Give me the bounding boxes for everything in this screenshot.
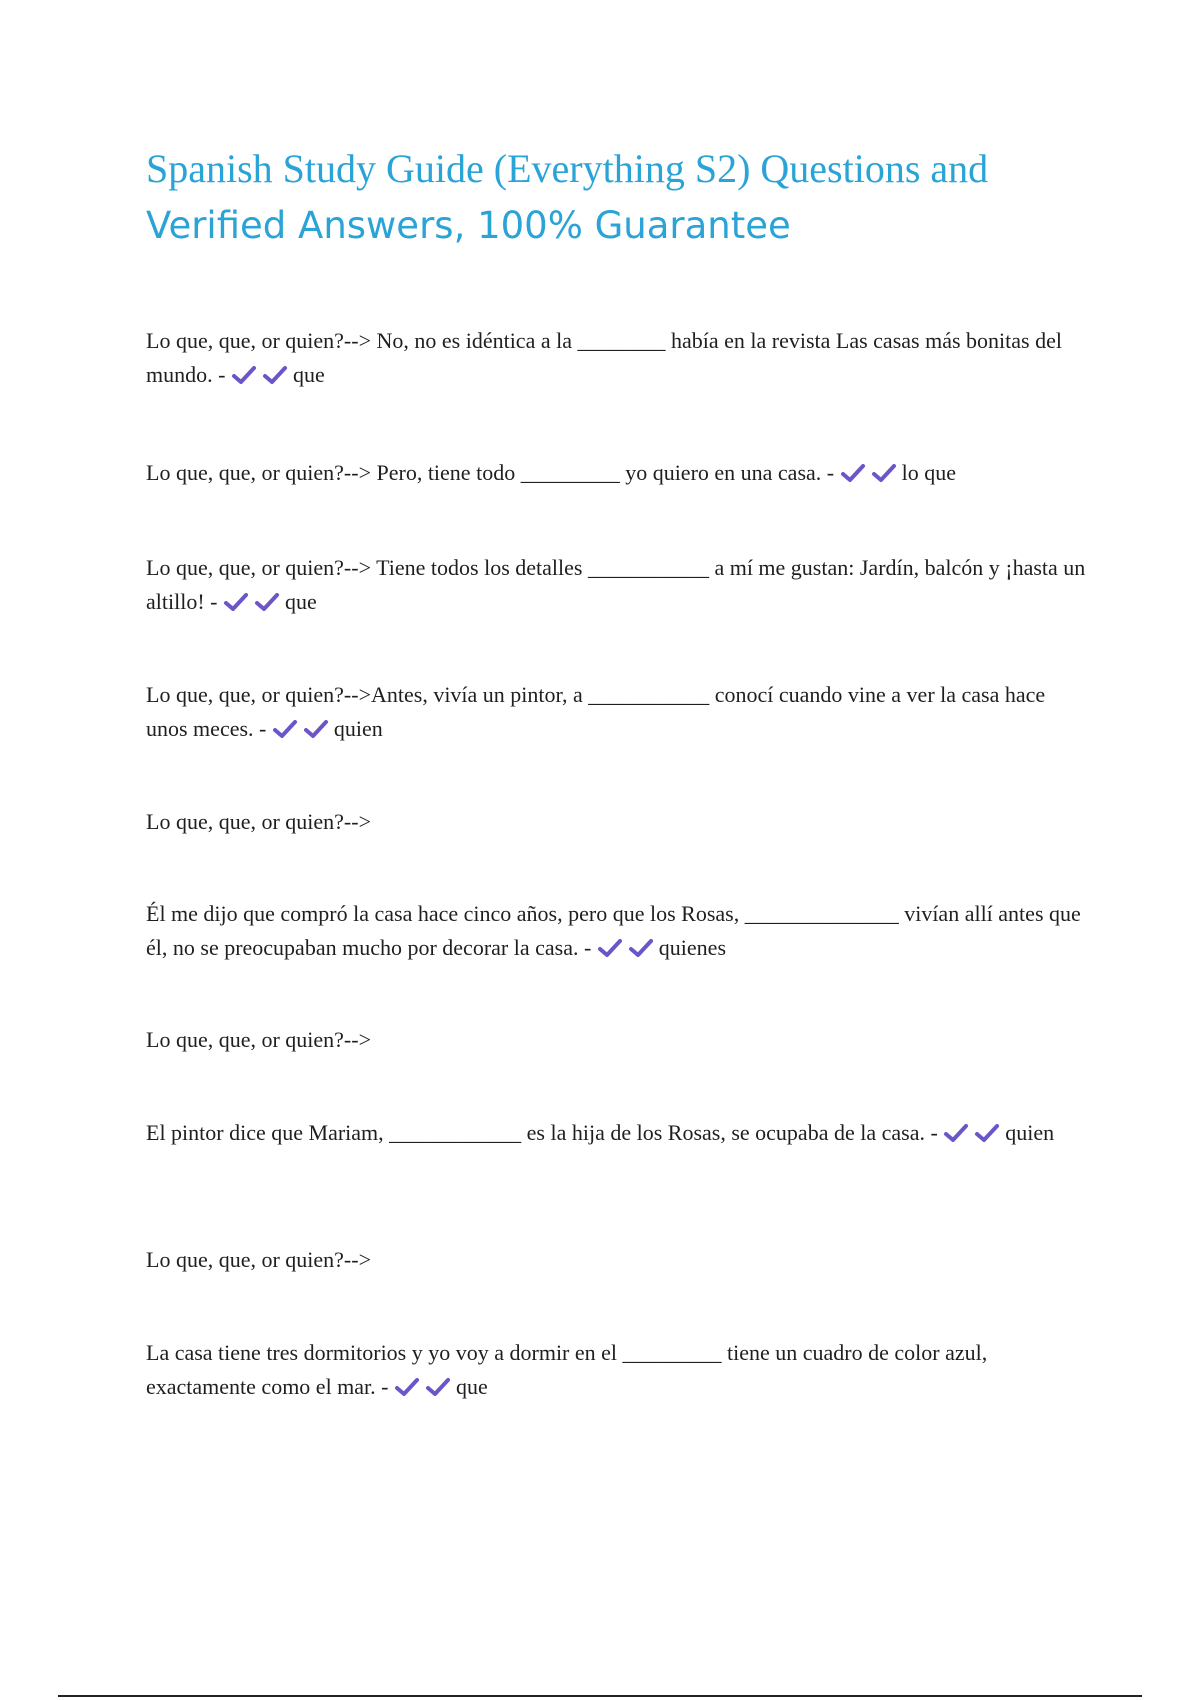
qa-item — [146, 456, 1091, 490]
checkmark-icon — [394, 1376, 420, 1398]
checkmark-icon — [943, 1122, 969, 1144]
qa-item — [146, 1243, 1091, 1277]
question-text: Lo que, que, or quien?--> — [146, 809, 371, 834]
checkmark-icon — [974, 1122, 1000, 1144]
title-line-2: Verified Answers, 100% Guarantee — [146, 204, 791, 247]
document-title — [146, 140, 1106, 254]
answer-marker — [840, 460, 956, 485]
qa-item — [146, 1116, 1091, 1150]
answer-marker — [597, 935, 726, 960]
qa-item — [146, 551, 1091, 619]
answer-text: que — [284, 589, 317, 614]
qa-item — [146, 324, 1091, 392]
question-text: Lo que, que, or quien?--> No, no es idéntica a la ________ había en la revista Las casas más bonitas del mundo. - — [146, 328, 1062, 387]
page-bottom-rule — [58, 1695, 1142, 1697]
checkmark-icon — [303, 718, 329, 740]
answer-marker — [272, 716, 383, 741]
qa-item — [146, 1023, 1091, 1057]
question-text: Lo que, que, or quien?--> — [146, 1247, 371, 1272]
answer-text: que — [456, 1374, 488, 1399]
answer-text: quien — [333, 716, 383, 741]
question-text: El pintor dice que Mariam, ____________ es la hija de los Rosas, se ocupaba de la casa. - — [146, 1120, 938, 1145]
qa-item — [146, 897, 1091, 965]
checkmark-icon — [425, 1376, 451, 1398]
answer-marker — [231, 362, 325, 387]
checkmark-icon — [272, 718, 298, 740]
answer-marker — [223, 589, 317, 614]
qa-item — [146, 805, 1091, 839]
checkmark-icon — [262, 364, 288, 386]
answer-marker — [394, 1374, 488, 1399]
question-text: Él me dijo que compró la casa hace cinco años, pero que los Rosas, ______________ vivían allí antes que él, no se preocupaban mucho por decorar la casa. - — [146, 901, 1081, 960]
checkmark-icon — [223, 591, 249, 613]
question-text: Lo que, que, or quien?-->Antes, vivía un pintor, a ___________ conocí cuando vine a ver la casa hace unos meces. - — [146, 682, 1046, 741]
checkmark-icon — [840, 462, 866, 484]
answer-text: quienes — [658, 935, 726, 960]
checkmark-icon — [597, 937, 623, 959]
qa-item — [146, 1336, 1091, 1404]
checkmark-icon — [628, 937, 654, 959]
checkmark-icon — [231, 364, 257, 386]
qa-item — [146, 678, 1091, 746]
checkmark-icon — [254, 591, 280, 613]
question-text: Lo que, que, or quien?--> Tiene todos los detalles ___________ a mí me gustan: Jardín, balcón y ¡hasta un altillo! - — [146, 555, 1086, 614]
answer-text: lo que — [901, 460, 956, 485]
title-line-1: Spanish Study Guide (Everything S2) Questions and — [146, 146, 989, 191]
question-text: La casa tiene tres dormitorios y yo voy a dormir en el _________ tiene un cuadro de color azul, exactamente como el mar. - — [146, 1340, 988, 1399]
checkmark-icon — [871, 462, 897, 484]
question-text: Lo que, que, or quien?--> Pero, tiene todo _________ yo quiero en una casa. - — [146, 460, 835, 485]
answer-text: que — [292, 362, 325, 387]
answer-text: quien — [1005, 1120, 1055, 1145]
question-text: Lo que, que, or quien?--> — [146, 1027, 371, 1052]
answer-marker — [943, 1120, 1054, 1145]
